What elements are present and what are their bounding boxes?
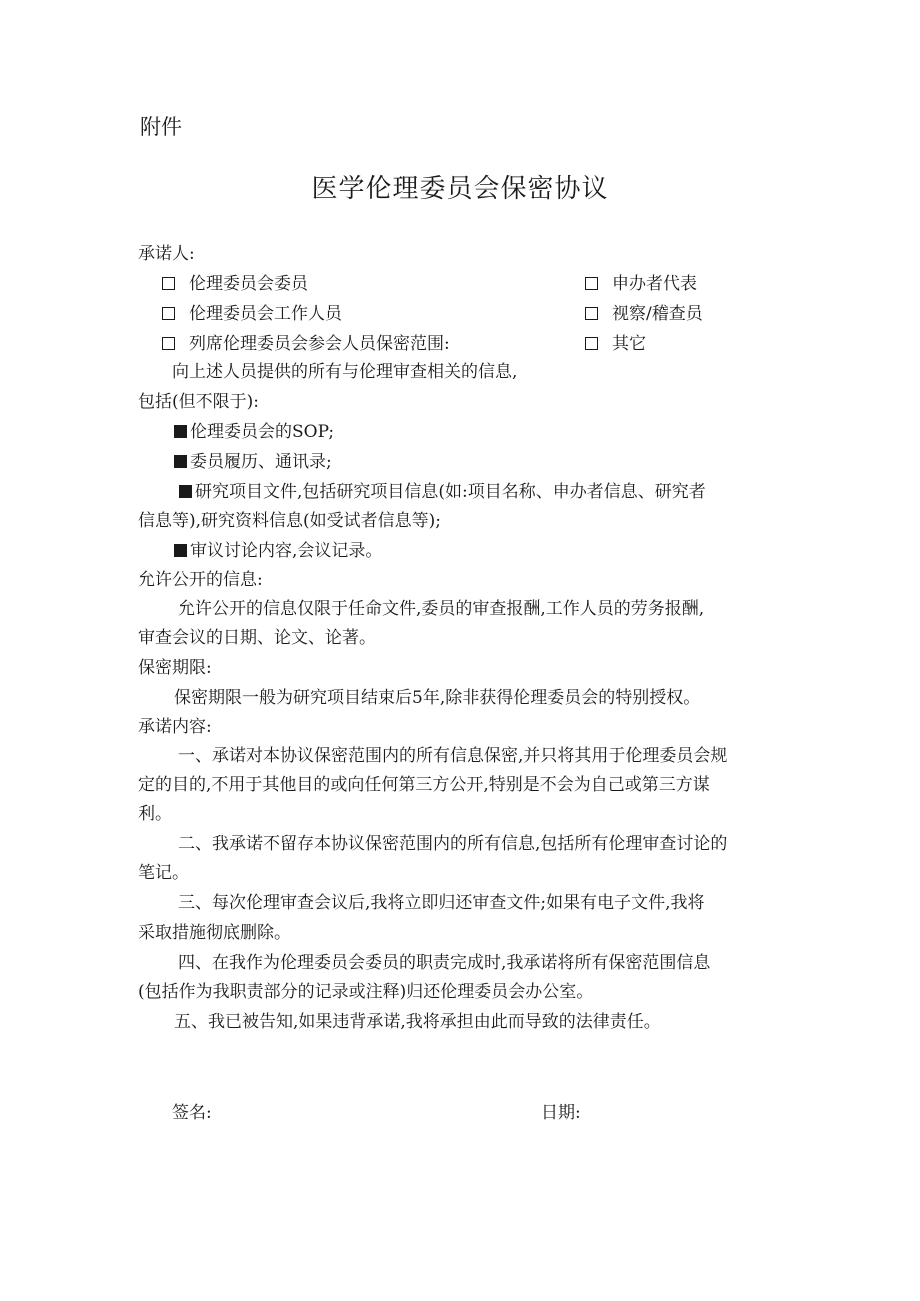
commitment-line: 四、在我作为伦理委员会委员的职责完成时,我承诺将所有保密范围信息 xyxy=(178,953,711,973)
option-committee-staff[interactable] xyxy=(162,303,342,325)
disclosure-label: 允许公开的信息: xyxy=(138,570,263,590)
option-label: 伦理委员会委员 xyxy=(189,274,308,294)
checkbox-icon[interactable] xyxy=(585,307,598,320)
option-inspector-auditor[interactable] xyxy=(585,303,703,325)
square-bullet-icon xyxy=(174,455,187,468)
disclosure-text: 审查会议的日期、论文、论著。 xyxy=(138,628,376,648)
checkbox-icon[interactable] xyxy=(162,277,175,290)
scope-item-continued: 信息等),研究资料信息(如受试者信息等); xyxy=(138,511,442,531)
option-label: 伦理委员会工作人员 xyxy=(189,304,342,324)
term-label: 保密期限: xyxy=(138,658,212,678)
promisor-label: 承诺人: xyxy=(138,244,195,264)
scope-item: 研究项目文件,包括研究项目信息(如:项目名称、申办者信息、研究者 xyxy=(179,481,706,503)
scope-intro: 向上述人员提供的所有与伦理审查相关的信息, xyxy=(172,362,518,382)
option-label: 申办者代表 xyxy=(612,274,697,294)
commitment-line: 三、每次伦理审查会议后,我将立即归还审查文件;如果有电子文件,我将 xyxy=(178,893,705,913)
commitment-line: (包括作为我职责部分的记录或注释)归还伦理委员会办公室。 xyxy=(138,982,594,1002)
option-committee-member[interactable] xyxy=(162,273,308,295)
scope-item: 审议讨论内容,会议记录。 xyxy=(174,540,382,562)
option-sponsor-representative[interactable] xyxy=(585,273,697,295)
square-bullet-icon xyxy=(174,544,187,557)
commitment-label: 承诺内容: xyxy=(138,717,212,737)
date-label: 日期: xyxy=(541,1103,581,1123)
scope-item: 委员履历、通讯录; xyxy=(174,451,332,473)
option-label: 其它 xyxy=(612,334,646,354)
term-text: 保密期限一般为研究项目结束后5年,除非获得伦理委员会的特别授权。 xyxy=(174,688,701,708)
attachment-label: 附件 xyxy=(140,115,182,139)
option-attendee[interactable] xyxy=(162,333,450,355)
scope-including: 包括(但不限于): xyxy=(138,392,259,412)
commitment-line: 利。 xyxy=(138,804,172,824)
commitment-line: 笔记。 xyxy=(138,863,189,883)
square-bullet-icon xyxy=(179,485,192,498)
document-title: 医学伦理委员会保密协议 xyxy=(311,174,609,204)
checkbox-icon[interactable] xyxy=(585,337,598,350)
commitment-line: 五、我已被告知,如果违背承诺,我将承担由此而导致的法律责任。 xyxy=(174,1012,661,1032)
commitment-line: 定的目的,不用于其他目的或向任何第三方公开,特别是不会为自己或第三方谋 xyxy=(138,775,710,795)
option-other[interactable] xyxy=(585,333,646,355)
commitment-line: 二、我承诺不留存本协议保密范围内的所有信息,包括所有伦理审查讨论的 xyxy=(178,834,728,854)
option-label: 视察/稽查员 xyxy=(612,304,703,324)
checkbox-icon[interactable] xyxy=(585,277,598,290)
option-label: 列席伦理委员会参会人员保密范围: xyxy=(189,334,450,354)
signature-label: 签名: xyxy=(172,1103,212,1123)
disclosure-text: 允许公开的信息仅限于任命文件,委员的审查报酬,工作人员的劳务报酬, xyxy=(178,599,705,619)
scope-item: 伦理委员会的SOP; xyxy=(174,421,334,443)
commitment-line: 采取措施彻底删除。 xyxy=(138,923,291,943)
checkbox-icon[interactable] xyxy=(162,307,175,320)
commitment-line: 一、承诺对本协议保密范围内的所有信息保密,并只将其用于伦理委员会规 xyxy=(178,746,728,766)
square-bullet-icon xyxy=(174,425,187,438)
checkbox-icon[interactable] xyxy=(162,337,175,350)
